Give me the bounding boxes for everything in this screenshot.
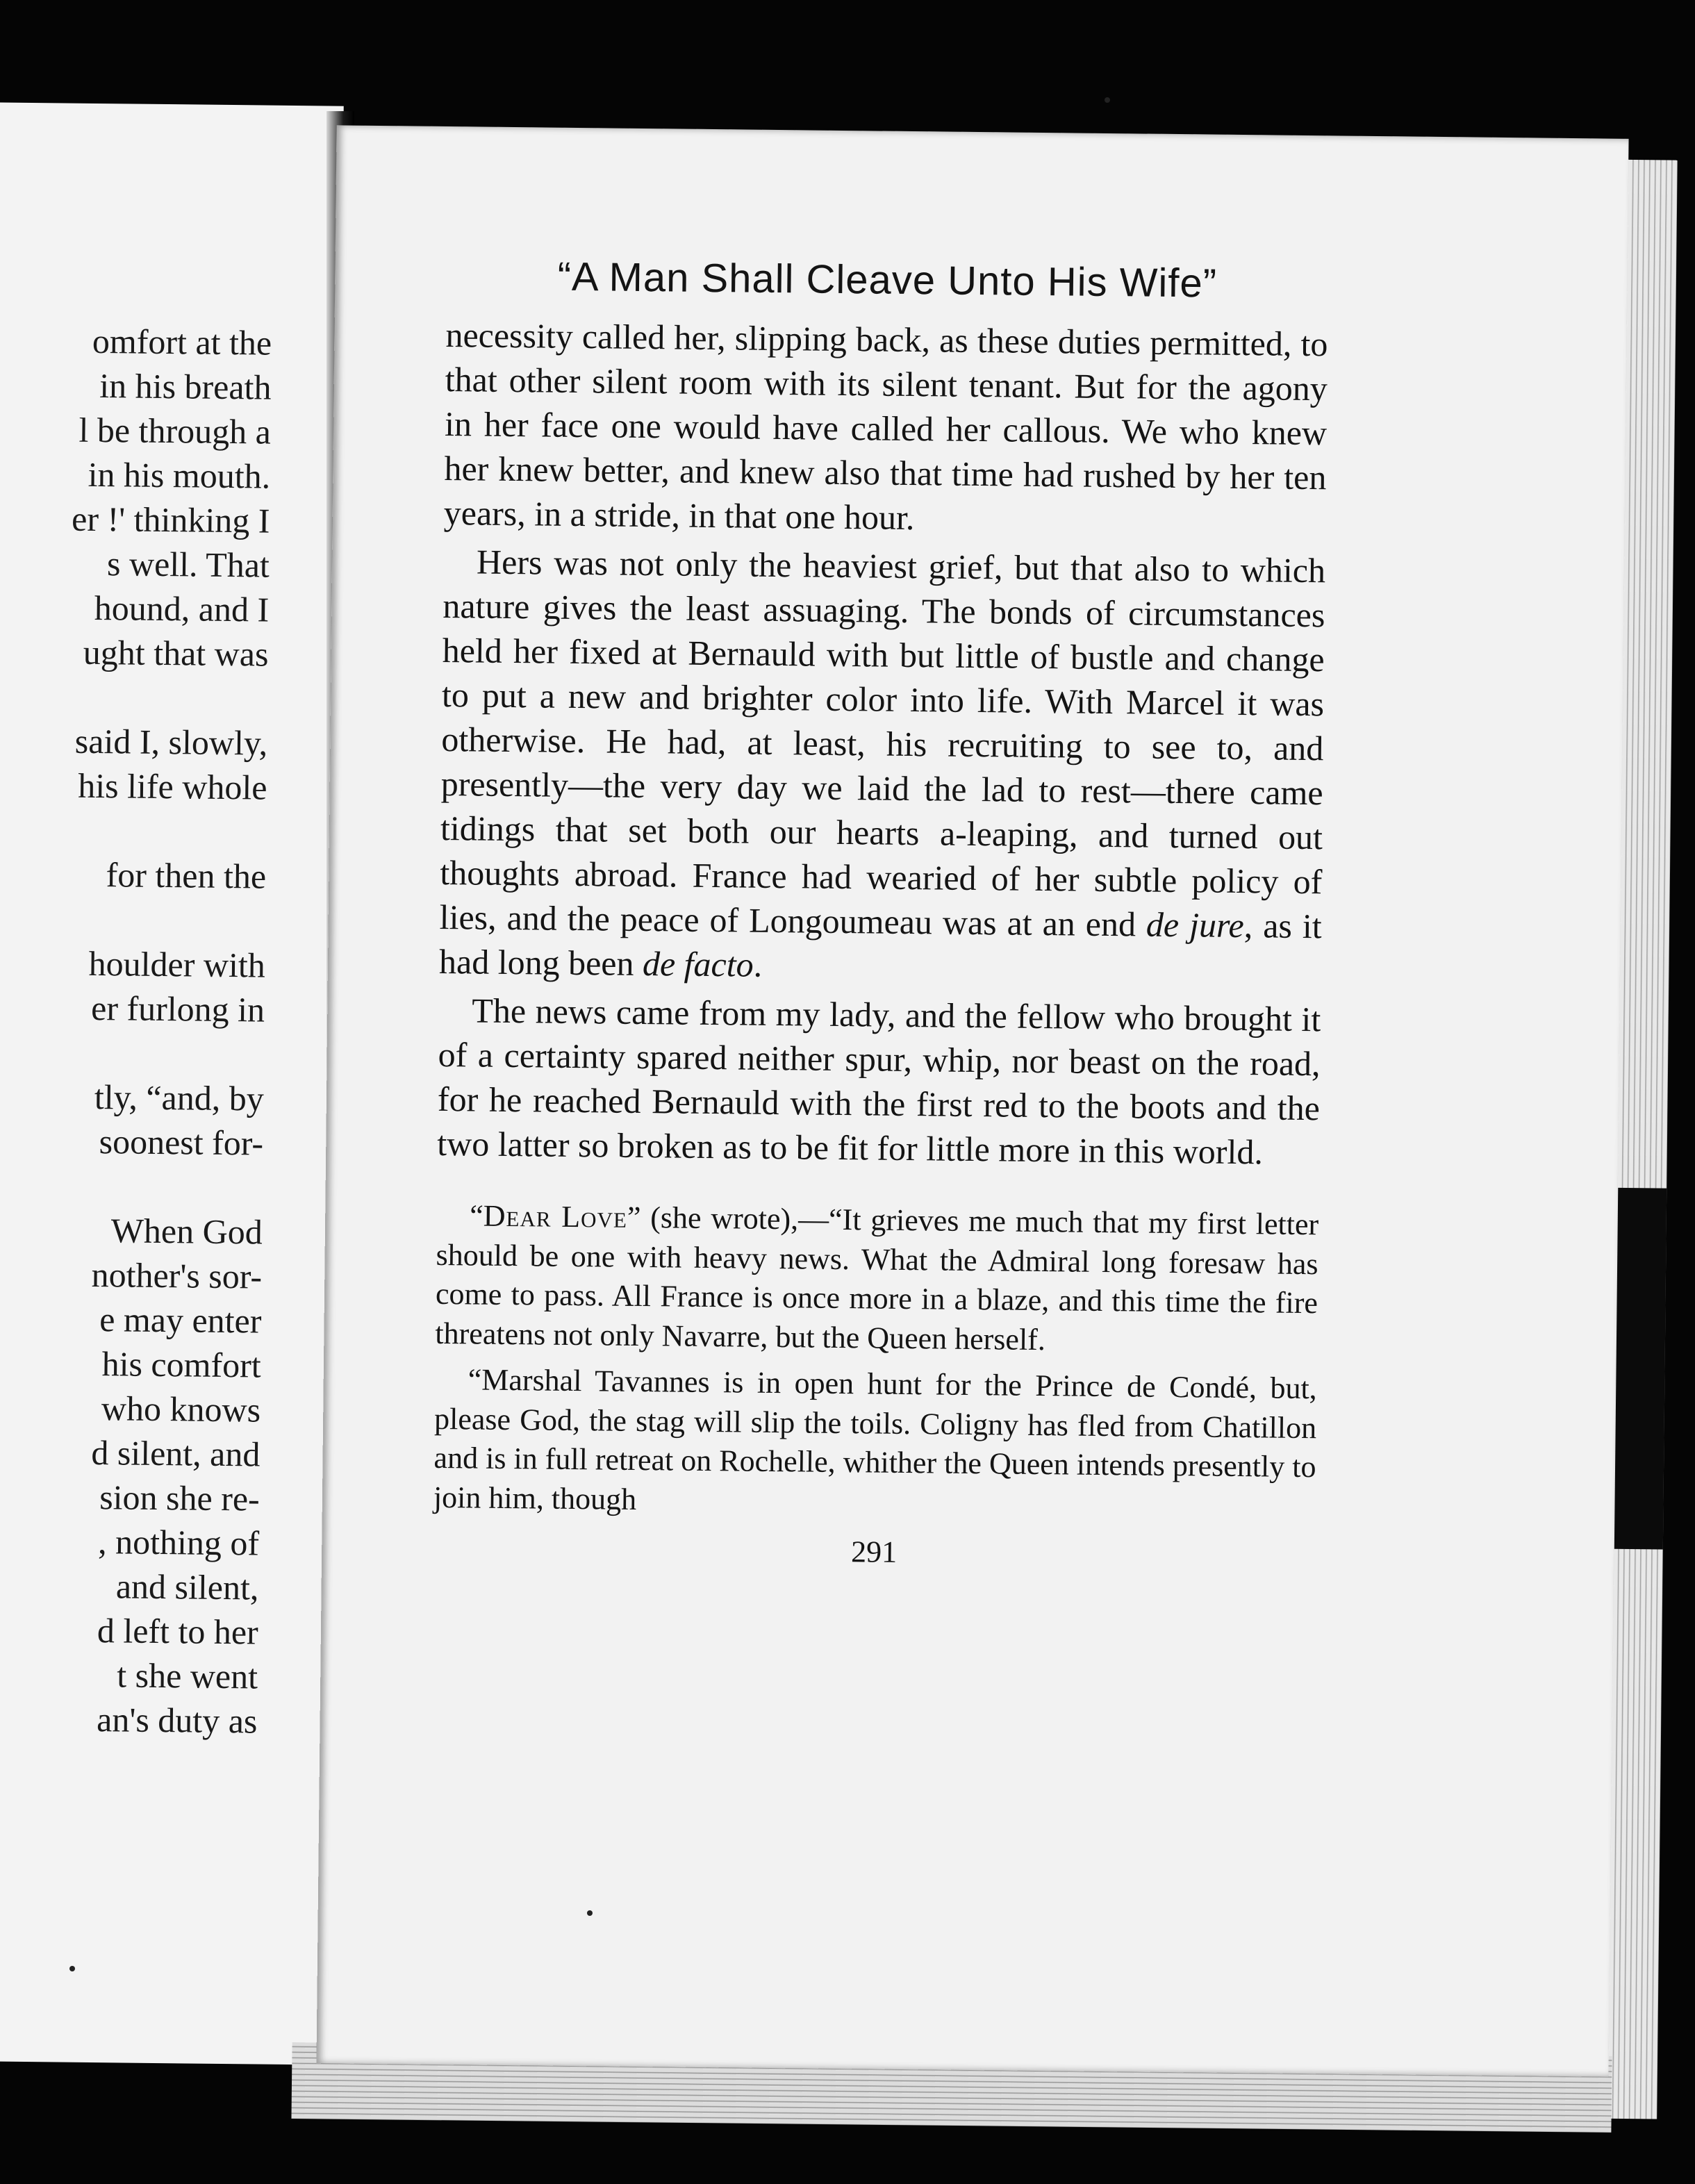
- scan-speck: [587, 1910, 593, 1916]
- left-line: tly, “and, by: [94, 1077, 265, 1118]
- paragraph-2-mid: , as it had long been: [438, 906, 1322, 983]
- left-line: soonest for-: [99, 1122, 264, 1163]
- left-line: l be through a: [78, 410, 272, 452]
- left-line: said I, slowly,: [74, 721, 268, 763]
- right-page: [316, 125, 1628, 2076]
- running-head: “A Man Shall Cleave Unto His Wife”: [557, 254, 1218, 306]
- scan-speck: [1105, 97, 1110, 103]
- page-content: [433, 245, 1329, 1576]
- left-line: and silent,: [115, 1566, 259, 1607]
- left-line-gap: [0, 892, 266, 943]
- left-line: e may enter: [99, 1300, 262, 1341]
- left-page: [0, 102, 344, 2065]
- paragraph-2-text: Hers was not only the heaviest grief, but that also to which nature gives the least assuaging. The bonds of circumstances held her fixed at Bernauld with but little of bustle and change to put a new and brighter color into life. With Marcel it was otherwise. He had, at least, his recruiting to see to, and presently—the very day we laid the lad to rest—there came tidings that set both our hearts a-leaping, and turned out thoughts abroad. France had wearied of her subtle policy of lies, and the peace of Longoumeau was at an end: [439, 542, 1326, 944]
- paragraph-1: necessity called her, slipping back, as these duties permitted, to that other silent room with its silent tenant. But for the agony in her face one would have called her callous. We who knew her knew better, and knew also that time had rushed by her ten years, in a stride, in that one hour.: [443, 315, 1328, 538]
- left-line: in his breath: [99, 366, 272, 407]
- left-line: , nothing of: [97, 1522, 260, 1563]
- paragraph-2-italic-de-facto: de facto: [642, 944, 754, 984]
- letter-paragraph-1: [435, 1196, 1318, 1362]
- letter-open-quote: “: [469, 1198, 484, 1233]
- left-line: his life whole: [78, 766, 267, 807]
- left-line-gap: [0, 670, 268, 720]
- left-line: d silent, and: [91, 1432, 261, 1474]
- left-line: for then the: [106, 855, 267, 896]
- left-line: who knows: [101, 1389, 261, 1430]
- left-line: d left to her: [97, 1611, 259, 1652]
- left-page-text: [0, 314, 272, 1743]
- page-number: 291: [850, 1534, 898, 1569]
- left-line: omfort at the: [92, 321, 272, 363]
- letter-salutation: Dear Love: [483, 1198, 628, 1234]
- paragraph-3: The news came from my lady, and the fellow who brought it of a certainty spared neither spur, whip, nor beast on the road, for he reached Bernauld with the first red to the boots and the two latter so broken as to be fit for little more in this world.: [437, 991, 1321, 1172]
- dark-tab: [1614, 1188, 1667, 1550]
- left-line: When God: [110, 1211, 263, 1252]
- left-line: an's duty as: [96, 1700, 258, 1741]
- left-line: houlder with: [88, 943, 266, 985]
- letter-paragraph-1-text: ” (she wrote),—“It grieves me much that my first letter should be one with heavy news. What the Admiral long foresaw has come to pass. All France is once more in a blaze, and this time the fire threatens not only Navarre, but the Queen herself.: [435, 1200, 1319, 1357]
- left-line: s well. That: [106, 544, 270, 585]
- letter-paragraph-2: “Marshal Tavannes is in open hunt for the Prince de Condé, but, please God, the stag will slip the toils. Coligny has fled from Chatillon and is in full retreat on Rochelle, whither the Queen intends presently to join him, though: [433, 1362, 1317, 1516]
- left-line-gap: [0, 1159, 263, 1209]
- left-line: t she went: [117, 1655, 258, 1696]
- left-line-gap: [0, 803, 267, 854]
- left-line: hound, and I: [94, 588, 270, 629]
- left-line: er !' thinking I: [71, 499, 270, 540]
- left-line: nother's sor-: [91, 1255, 263, 1296]
- paragraph-2-italic-de-jure: de jure: [1146, 904, 1245, 945]
- scan-speck: [69, 1966, 75, 1971]
- left-line: his comfort: [101, 1344, 262, 1385]
- left-line: ught that was: [83, 632, 269, 674]
- paragraph-2-end: .: [753, 945, 763, 984]
- left-line: in his mouth.: [88, 454, 271, 496]
- paragraph-2: [439, 539, 1326, 993]
- left-line: er furlong in: [90, 988, 265, 1029]
- left-line-gap: [0, 1025, 265, 1076]
- left-line: sion she re-: [99, 1478, 261, 1519]
